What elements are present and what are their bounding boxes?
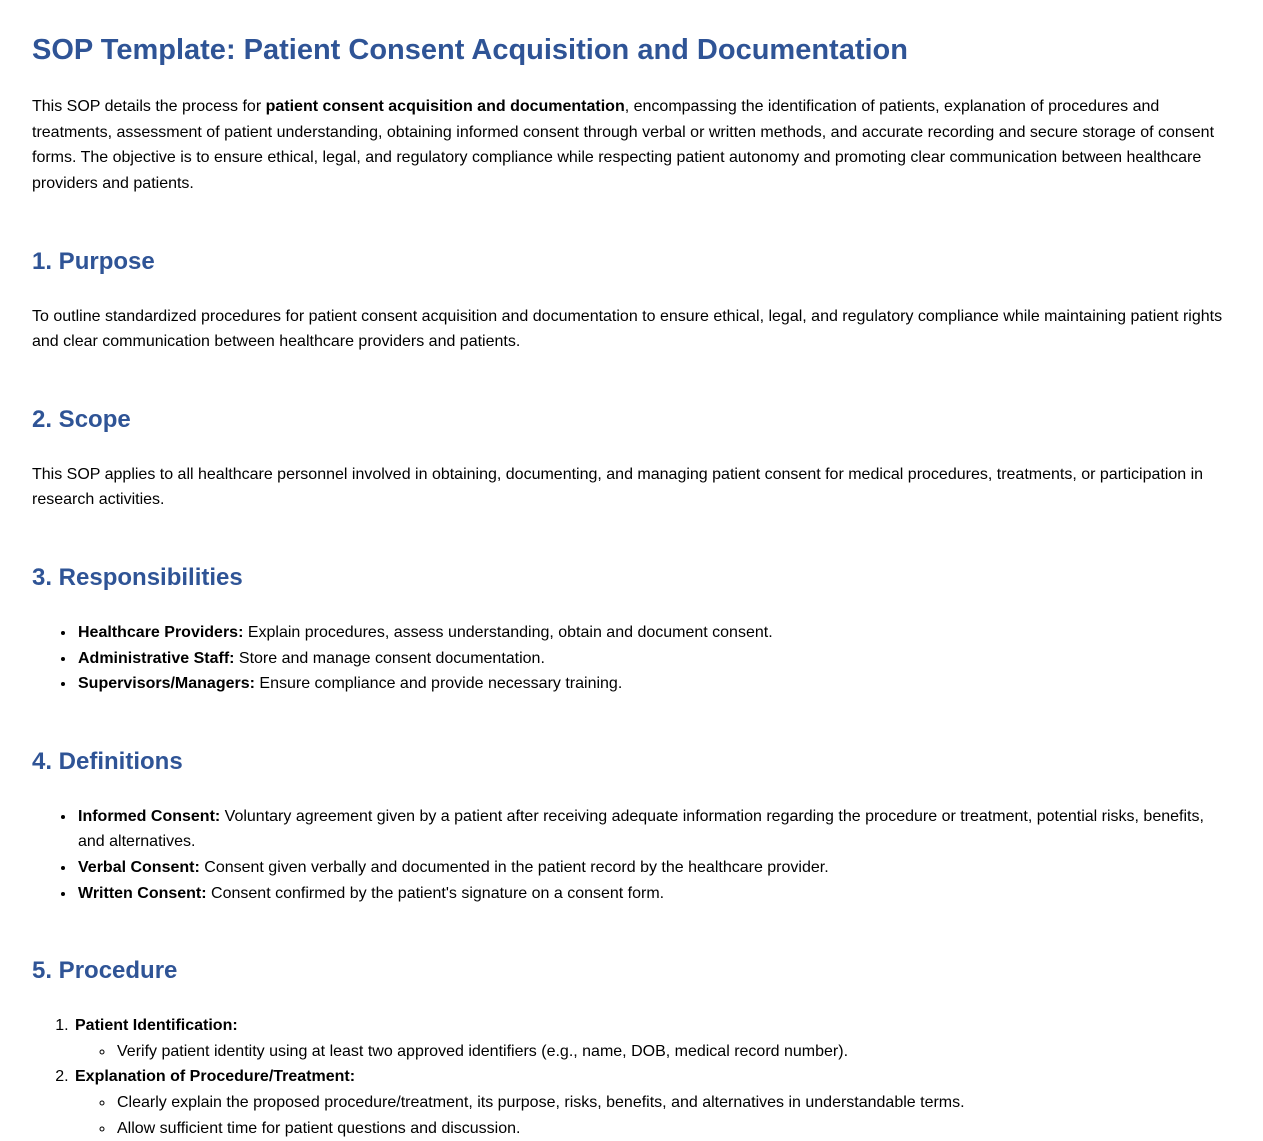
list-item — [76, 855, 1230, 881]
procedure-substep: ◦ Clearly explain the proposed procedure/treatment, its purpose, risks, benefits, and alternatives in understandable terms. — [115, 1090, 1230, 1116]
procedure-steps-list — [32, 1013, 1230, 1141]
section-heading-responsibilities: 3. Responsibilities — [32, 564, 243, 591]
list-item — [76, 671, 1230, 697]
section-heading-purpose: 1. Purpose — [32, 247, 155, 275]
intro-text-bold: patient consent acquisition and documentation — [265, 98, 625, 116]
procedure-step-lead: Patient Identification: — [75, 1017, 238, 1035]
list-item — [76, 620, 1230, 646]
list-item-text: Ensure compliance and provide necessary training. — [254, 675, 623, 693]
list-item-lead: Verbal Consent: — [78, 858, 200, 876]
list-item — [76, 646, 1230, 672]
procedure-substep: ◦ Allow sufficient time for patient questions and discussion. — [115, 1116, 1230, 1141]
procedure-step-lead: Explanation of Procedure/Treatment: — [75, 1068, 356, 1086]
list-item-lead: Administrative Staff: — [78, 649, 235, 667]
procedure-step — [73, 1013, 1230, 1064]
purpose-paragraph: To outline standardized procedures for patient consent acquisition and documentation to ensure ethical, legal, and regulatory compliance while maintaining patient rights and clear communication between healthcare providers and patients. — [32, 307, 1223, 351]
procedure-substeps-list — [75, 1090, 1230, 1141]
intro-paragraph — [32, 94, 1230, 196]
list-item-lead: Written Consent: — [78, 884, 207, 902]
definitions-list — [32, 804, 1230, 906]
procedure-substeps-list — [75, 1039, 1230, 1065]
intro-text-pre: This SOP details the process for — [32, 98, 266, 116]
list-item-lead: Healthcare Providers: — [78, 624, 244, 641]
scope-paragraph: This SOP applies to all healthcare personnel involved in obtaining, documenting, and managing patient consent for medical procedures, treatments, or participation in research activities. — [32, 465, 1204, 509]
list-item-text: Consent given verbally and documented in the patient record by the healthcare provider. — [199, 858, 829, 876]
list-item-text: Voluntary agreement given by a patient after receiving adequate information regarding the procedure or treatment, potential risks, benefits, and alternatives. — [78, 807, 1204, 851]
list-item — [76, 804, 1230, 855]
list-item — [76, 881, 1230, 907]
list-item-text: Consent confirmed by the patient's signature on a consent form. — [206, 884, 665, 902]
procedure-substep: ◦ Verify patient identity using at least two approved identifiers (e.g., name, DOB, medical record number). — [115, 1039, 1230, 1065]
list-item-lead: Informed Consent: — [78, 807, 221, 825]
section-heading-procedure: 5. Procedure — [32, 957, 178, 985]
document-title: SOP Template: Patient Consent Acquisition and Documentation — [32, 34, 908, 66]
list-item-text: Explain procedures, assess understanding, obtain and document consent. — [243, 624, 773, 641]
section-heading-definitions: 4. Definitions — [32, 747, 183, 775]
responsibilities-list — [32, 620, 1230, 697]
intro-text-post: , encompassing the identification of patients, explanation of procedures and treatments, assessment of patient understanding, obtaining informed consent through verbal or written methods, and accurate recording and secure storage of consent forms. The objective is to ensure ethical, legal, and regulatory compliance while respecting patient autonomy and promoting clear communication between healthcare providers and patients. — [32, 98, 1215, 193]
procedure-step — [73, 1064, 1230, 1141]
list-item-text: Store and manage consent documentation. — [234, 649, 545, 667]
list-item-lead: Supervisors/Managers: — [78, 675, 255, 693]
section-heading-scope: 2. Scope — [32, 405, 131, 433]
